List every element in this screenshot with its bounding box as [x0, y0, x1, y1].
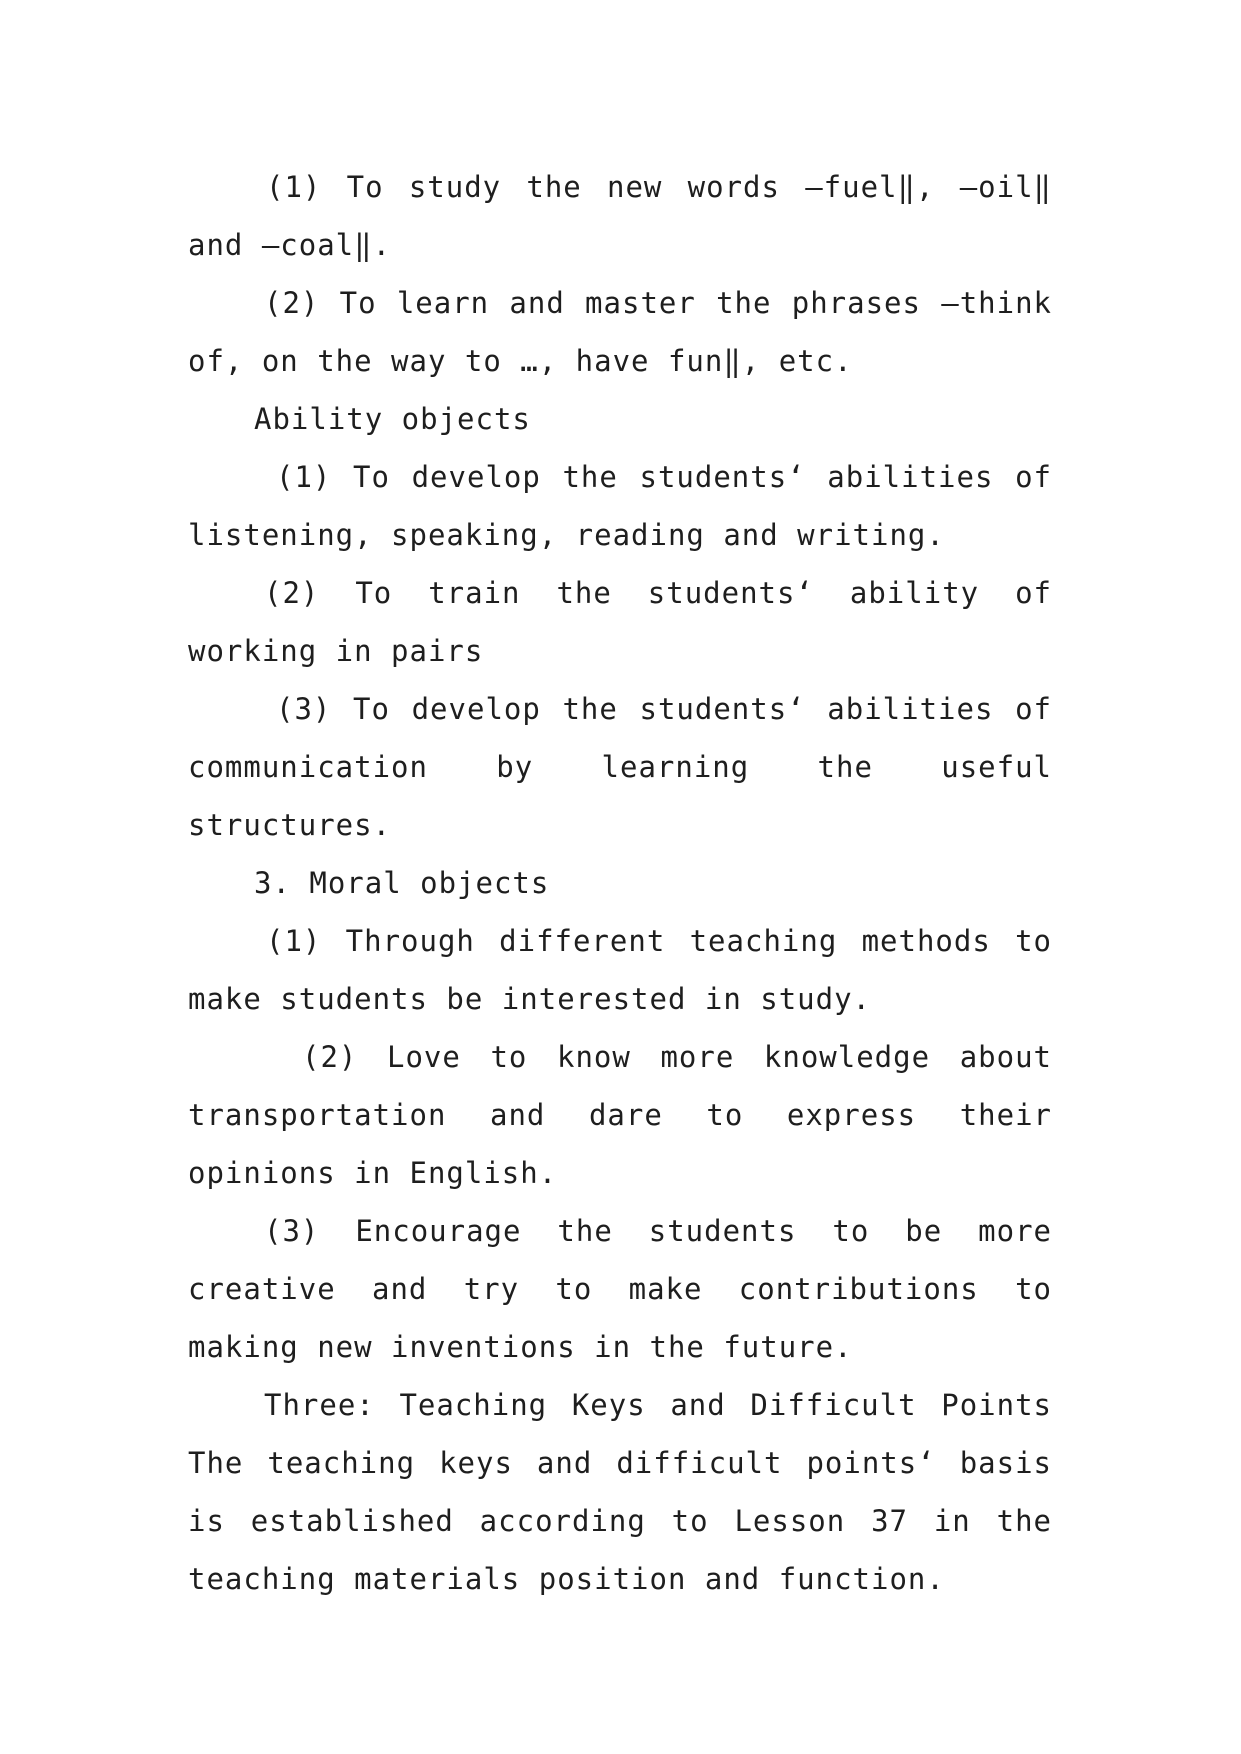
paragraph-moral-3: (3) Encourage the students to be more creative and try to make contributions to making new inventions in the future.	[188, 1214, 1052, 1364]
paragraph-moral-1: (1) Through different teaching methods to make students be interested in study.	[188, 924, 1052, 1016]
document-body	[188, 158, 1052, 1608]
paragraph-ability-2: (2) To train the students‘ ability of working in pairs	[188, 576, 1052, 668]
paragraph-moral-2: (2) Love to know more knowledge about transportation and dare to express their opinions in English.	[188, 1040, 1052, 1190]
paragraph-ability-3: (3) To develop the students‘ abilities of communication by learning the useful structures.	[188, 692, 1052, 842]
paragraph-phrases: (2) To learn and master the phrases ―think of, on the way to …, have fun‖, etc.	[188, 286, 1052, 378]
paragraph-ability-1: (1) To develop the students‘ abilities of listening, speaking, reading and writing.	[188, 460, 1052, 552]
heading-ability-objects: Ability objects	[254, 402, 531, 436]
paragraph-teaching-keys: Three: Teaching Keys and Difficult Points The teaching keys and difficult points‘ basis is established according to Lesson 37 in the teaching materials position and function.	[188, 1388, 1052, 1596]
heading-moral-objects: 3. Moral objects	[254, 866, 550, 900]
paragraph-new-words: (1) To study the new words ―fuel‖, ―oil‖ and ―coal‖.	[188, 170, 1052, 262]
